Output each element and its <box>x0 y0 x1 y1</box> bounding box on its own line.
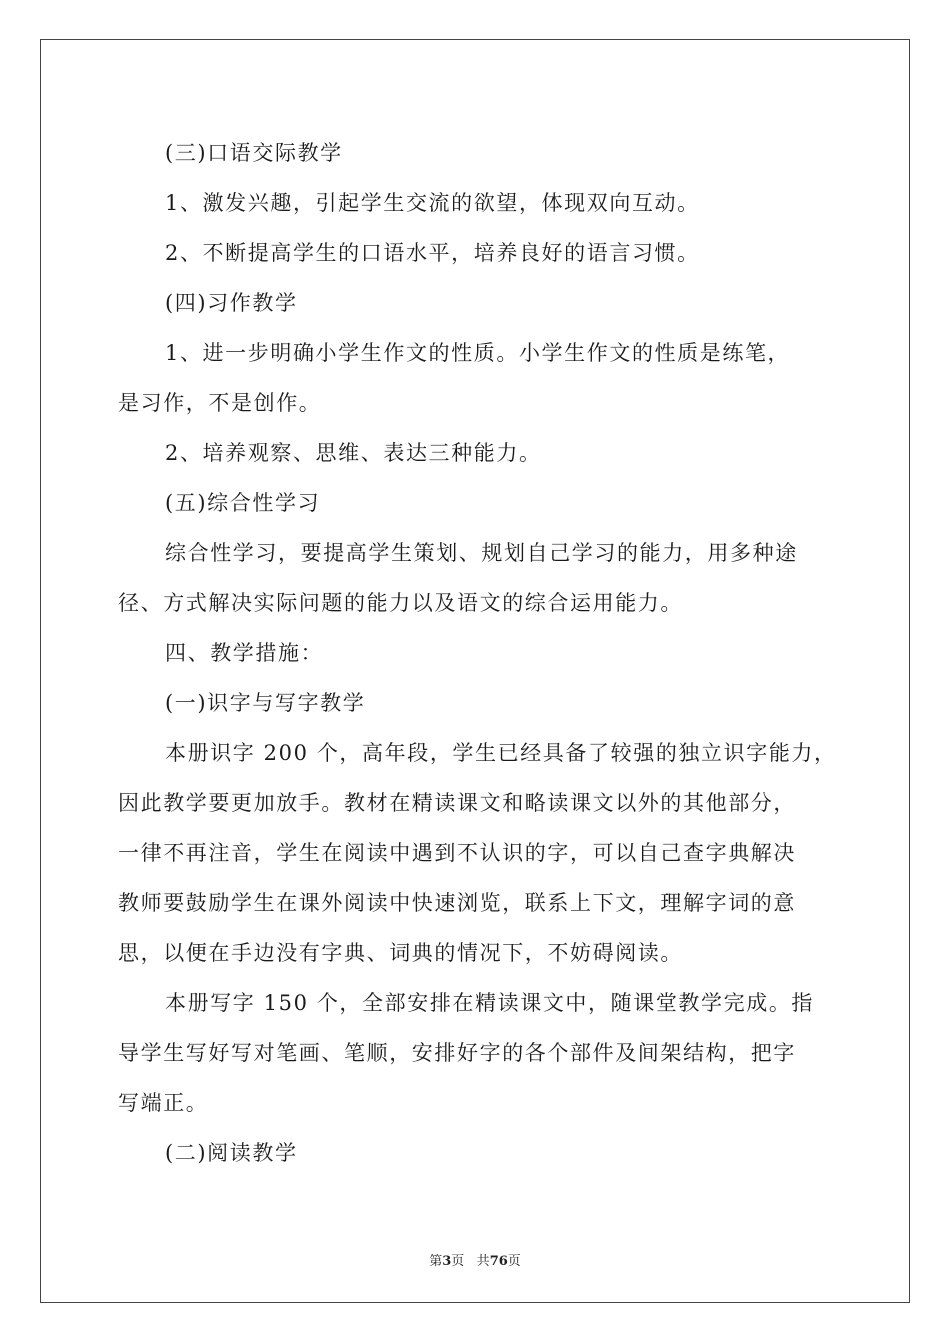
paragraph <box>118 178 838 228</box>
page-prefix: 第 <box>429 1254 443 1269</box>
paragraph <box>118 478 838 528</box>
page-footer <box>0 1250 950 1269</box>
text-line: 2、不断提高学生的口语水平，培养良好的语言习惯。 <box>165 241 700 265</box>
total-prefix: 共 <box>476 1254 490 1269</box>
text-line: 写端正。 <box>118 1091 209 1115</box>
paragraph <box>118 678 838 728</box>
paragraph <box>118 128 838 178</box>
text-line: 综合性学习，要提高学生策划、规划自己学习的能力，用多种途 <box>165 541 798 565</box>
text-line: 2、培养观察、思维、表达三种能力。 <box>165 441 542 465</box>
text-line: 是习作，不是创作。 <box>118 391 322 415</box>
text-line: 1、激发兴趣，引起学生交流的欲望，体现双向互动。 <box>165 191 700 215</box>
text-line: 教师要鼓励学生在课外阅读中快速浏览，联系上下文，理解字词的意 <box>118 891 796 915</box>
paragraph <box>118 1128 838 1178</box>
paragraph <box>118 328 838 428</box>
text-line: 因此教学要更加放手。教材在精读课文和略读课文以外的其他部分， <box>118 791 796 815</box>
page-suffix: 页 <box>451 1254 465 1269</box>
text-line: 本册写字 150 个，全部安排在精读课文中，随课堂教学完成。指 <box>165 991 815 1015</box>
text-line: (四)习作教学 <box>165 291 298 315</box>
paragraph <box>118 628 838 678</box>
text-line: 四、教学措施： <box>165 641 324 665</box>
text-line: 径、方式解决实际问题的能力以及语文的综合运用能力。 <box>118 591 683 615</box>
paragraph <box>118 728 838 978</box>
page-number: 3 <box>442 1254 452 1269</box>
text-line: 1、进一步明确小学生作文的性质。小学生作文的性质是练笔， <box>165 341 791 365</box>
text-line: (五)综合性学习 <box>165 491 321 515</box>
paragraph <box>118 228 838 278</box>
text-line: 本册识字 200 个，高年段，学生已经具备了较强的独立识字能力， <box>165 741 837 765</box>
text-line: 一律不再注音，学生在阅读中遇到不认识的字，可以自己查字典解决 <box>118 841 796 865</box>
total-pages: 76 <box>489 1254 508 1269</box>
text-line: (二)阅读教学 <box>165 1141 298 1165</box>
text-line: (一)识字与写字教学 <box>165 691 366 715</box>
text-line: (三)口语交际教学 <box>165 141 343 165</box>
document-body <box>118 128 838 1178</box>
text-line: 思，以便在手边没有字典、词典的情况下，不妨碍阅读。 <box>118 941 683 965</box>
total-suffix: 页 <box>507 1254 521 1269</box>
paragraph <box>118 978 838 1128</box>
paragraph <box>118 428 838 478</box>
paragraph <box>118 278 838 328</box>
paragraph <box>118 528 838 628</box>
text-line: 导学生写好写对笔画、笔顺，安排好字的各个部件及间架结构，把字 <box>118 1041 796 1065</box>
